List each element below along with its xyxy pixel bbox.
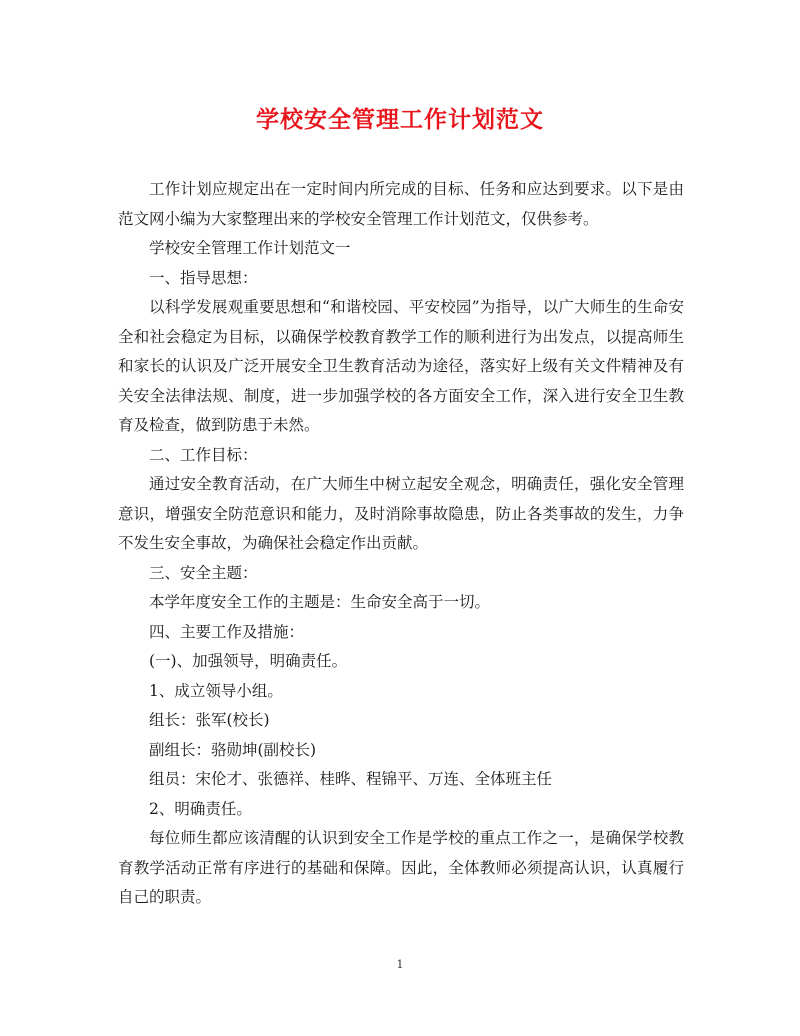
document-title: 学校安全管理工作计划范文 xyxy=(256,106,544,133)
paragraph-item-responsibility: 2、明确责任。 xyxy=(149,799,252,818)
paragraph-heading-main-work: 四、主要工作及措施： xyxy=(149,622,305,641)
paragraph-work-goal: 通过安全教育活动，在广大师生中树立起安全观念，明确责任，强化安全管理意识，增强安全防范意识和能力，及时消除事故隐患，防止各类事故的发生，力争不发生安全事故，为确保社会稳定作出贡献。 xyxy=(118,475,684,552)
paragraph-intro: 工作计划应规定出在一定时间内所完成的目标、任务和应达到要求。以下是由范文网小编为大家整理出来的学校安全管理工作计划范文，仅供参考。 xyxy=(118,180,684,228)
paragraph-heading-work-goal: 二、工作目标： xyxy=(149,445,258,464)
page-number: 1 xyxy=(396,958,404,971)
paragraph-guiding-thought: 以科学发展观重要思想和“和谐校园、平安校园”为指导，以广大师生的生命安全和社会稳定为目标，以确保学校教育教学工作的顺利进行为出发点，以提高师生和家长的认识及广泛开展安全卫生教育活动为途径，落实好上级有关文件精神及有关安全法律法规、制度，进一步加强学校的各方面安全工作，深入进行安全卫生教育及检查，做到防患于未然。 xyxy=(118,298,684,434)
document-body xyxy=(118,175,684,913)
paragraph-subheading-leadership: (一)、加强领导，明确责任。 xyxy=(149,652,348,670)
paragraph-heading-safety-theme: 三、安全主题： xyxy=(149,563,258,582)
paragraph-section-heading: 学校安全管理工作计划范文一 xyxy=(149,239,351,257)
paragraph-team-deputy: 副组长：骆勋坤(副校长) xyxy=(149,740,317,759)
paragraph-item-team: 1、成立领导小组。 xyxy=(149,681,283,700)
paragraph-responsibility: 每位师生都应该清醒的认识到安全工作是学校的重点工作之一，是确保学校教育教学活动正常有序进行的基础和保障。因此，全体教师必须提高认识，认真履行自己的职责。 xyxy=(118,829,684,906)
paragraph-safety-theme: 本学年度安全工作的主题是：生命安全高于一切。 xyxy=(149,593,491,611)
paragraph-team-members: 组员：宋伦才、张德祥、桂晔、程锦平、万连、全体班主任 xyxy=(149,770,553,788)
paragraph-heading-guiding-thought: 一、指导思想： xyxy=(149,268,258,287)
paragraph-team-leader: 组长：张军(校长) xyxy=(149,711,270,729)
